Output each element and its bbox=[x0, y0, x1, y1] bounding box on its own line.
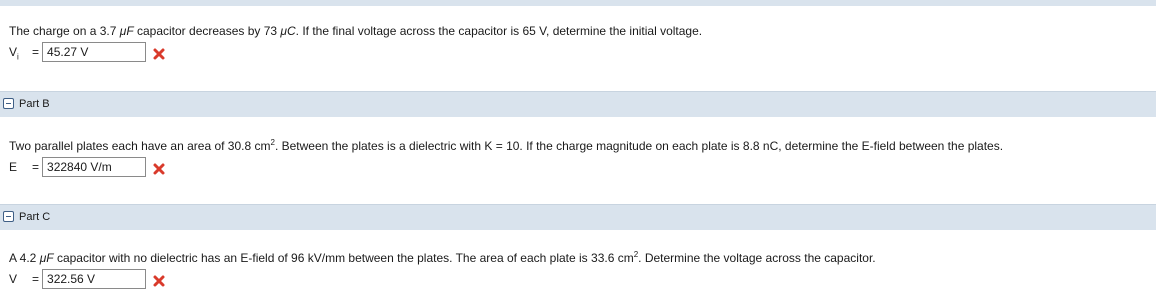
answer-field[interactable]: 45.27 V bbox=[42, 42, 146, 62]
superscript: 2 bbox=[270, 138, 275, 147]
part-c-header[interactable] bbox=[0, 204, 1156, 230]
part-b-header[interactable] bbox=[0, 91, 1156, 117]
variable-label: E bbox=[9, 160, 18, 174]
top-divider bbox=[0, 0, 1156, 6]
part-a-answer-row bbox=[9, 42, 166, 62]
part-b-question bbox=[9, 139, 1003, 153]
answer-field[interactable]: 322.56 V bbox=[42, 269, 146, 289]
superscript: 2 bbox=[633, 250, 639, 259]
question-text: . If the final voltage across the capacitor is 65 V, determine the initial voltage. bbox=[295, 24, 703, 38]
part-b-label: Part B bbox=[19, 98, 50, 110]
question-unit: μF bbox=[39, 251, 54, 265]
part-c-question bbox=[9, 251, 876, 265]
wrong-x-icon bbox=[152, 274, 166, 288]
equals-sign: = bbox=[32, 45, 40, 59]
question-text: capacitor with no dielectric has an E-field of 96 kV/mm between the plates. The area of each plate is 33.6 cm bbox=[53, 251, 634, 265]
question-text: Two parallel plates each have an area of 30.8 cm bbox=[9, 139, 271, 153]
wrong-x-icon bbox=[152, 162, 166, 176]
collapse-toggle-icon[interactable] bbox=[3, 98, 14, 109]
variable-label: $V_i$ bbox=[9, 45, 19, 62]
question-text: The charge on a 3.7 bbox=[9, 24, 120, 38]
part-a-question bbox=[9, 24, 702, 38]
question-text: . Between the plates is a dielectric with K = 10. If the charge magnitude on each plate is 8.8 nC, determine the E-field between the plates. bbox=[274, 139, 1004, 153]
question-text: capacitor decreases by 73 bbox=[133, 24, 281, 38]
question-unit: μF bbox=[119, 24, 134, 38]
part-c-label: Part C bbox=[19, 211, 51, 223]
variable-label: V bbox=[9, 272, 18, 286]
part-b-answer-row bbox=[9, 157, 166, 177]
question-text: A 4.2 bbox=[9, 251, 40, 265]
collapse-toggle-icon[interactable] bbox=[3, 211, 14, 222]
equals-sign: = bbox=[32, 272, 40, 286]
wrong-x-icon bbox=[152, 47, 166, 61]
equals-sign: = bbox=[32, 160, 40, 174]
part-c-answer-row bbox=[9, 269, 166, 289]
question-unit: μC bbox=[280, 24, 296, 38]
question-text: . Determine the voltage across the capacitor. bbox=[638, 251, 876, 265]
answer-field[interactable]: 322840 V/m bbox=[42, 157, 146, 177]
